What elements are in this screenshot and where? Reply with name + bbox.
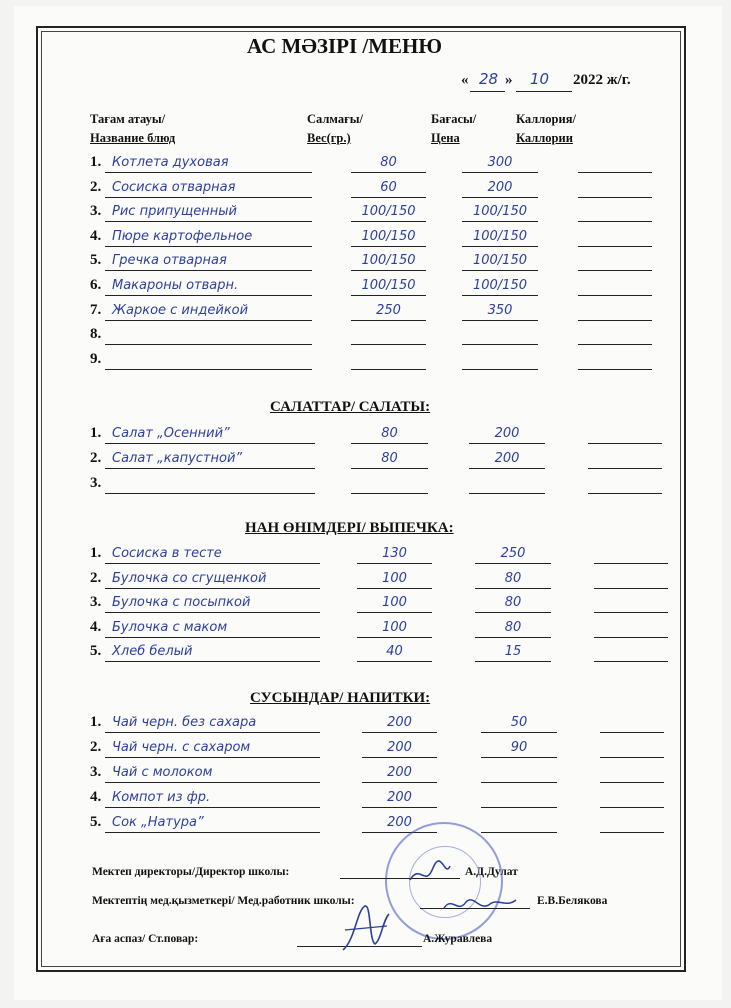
item-weight: 100/150 <box>361 204 416 220</box>
weight-line <box>362 757 437 758</box>
weight-line <box>357 563 432 564</box>
name-line <box>105 344 312 345</box>
item-number: 3. <box>90 764 102 780</box>
item-weight: 100 <box>382 619 407 635</box>
price-line <box>481 782 557 783</box>
header-name-kz: Тағам атауы/ <box>90 112 166 126</box>
header-weight-ru: Вес(гр.) <box>307 131 351 145</box>
section-drinks: СУСЫНДАР/ НАПИТКИ: <box>250 690 431 706</box>
price-line <box>475 637 551 638</box>
name-line <box>105 197 312 198</box>
item-number: 2. <box>90 739 102 755</box>
date-year: 2022 ж/г. <box>573 72 631 88</box>
item-weight: 80 <box>380 155 397 170</box>
price-line <box>462 344 538 345</box>
price-line <box>469 493 545 494</box>
item-price: 80 <box>504 595 522 610</box>
item-weight: 80 <box>381 426 398 441</box>
item-price: 50 <box>510 715 528 730</box>
calories-line <box>578 172 652 173</box>
item-number: 8. <box>90 326 102 343</box>
name-line <box>105 295 312 296</box>
weight-line <box>362 732 437 733</box>
item-price: 250 <box>500 546 526 561</box>
medic-label: Мектептің мед.қызметкері/ Мед.работник школы: <box>92 895 355 907</box>
weight-line <box>351 369 426 370</box>
name-line <box>105 270 312 271</box>
weight-line <box>351 197 426 198</box>
item-number: 4. <box>90 618 102 635</box>
date-close-quote: » <box>505 72 513 88</box>
header-calories-ru: Каллории <box>516 131 573 145</box>
price-line <box>475 563 551 564</box>
item-weight: 200 <box>387 815 412 830</box>
item-weight: 200 <box>387 790 412 805</box>
item-number: 1. <box>90 154 102 170</box>
item-weight: 100 <box>382 595 407 610</box>
date-month: 10 <box>530 70 550 88</box>
section-salads: САЛАТТАР/ САЛАТЫ: <box>270 399 431 415</box>
weight-line <box>351 270 426 271</box>
header-name <box>90 110 175 148</box>
calories-line <box>588 443 662 444</box>
calories-line <box>600 807 664 808</box>
item-weight: 200 <box>387 765 412 780</box>
item-price: 200 <box>494 451 520 466</box>
price-line <box>469 443 545 444</box>
price-line <box>469 468 545 469</box>
weight-line <box>357 612 432 613</box>
date-day-line <box>470 91 505 92</box>
item-weight: 100/150 <box>361 228 416 244</box>
item-weight: 130 <box>382 546 407 561</box>
item-number: 5. <box>90 643 102 659</box>
calories-line <box>578 270 652 271</box>
name-line <box>105 246 312 247</box>
weight-line <box>362 807 437 808</box>
item-number: 6. <box>90 277 102 293</box>
calories-line <box>588 468 662 469</box>
date-open-quote: « <box>461 72 469 88</box>
item-price: 100/150 <box>472 204 527 220</box>
calories-line <box>594 661 668 662</box>
date-day: 28 <box>479 70 499 88</box>
section-bakery: НАН ӨНІМДЕРІ/ ВЫПЕЧКА: <box>245 520 454 536</box>
header-price-ru: Цена <box>431 131 460 145</box>
date-month-line <box>516 91 572 92</box>
calories-line <box>600 732 664 733</box>
item-price: 80 <box>504 570 522 586</box>
price-line <box>481 832 557 833</box>
item-weight: 40 <box>386 644 403 659</box>
price-line <box>462 270 538 271</box>
weight-line <box>357 661 432 662</box>
item-weight: 200 <box>387 715 412 730</box>
price-line <box>481 732 557 733</box>
name-line <box>105 221 312 222</box>
item-number: 2. <box>90 178 102 195</box>
calories-line <box>578 246 652 247</box>
item-weight: 100/150 <box>361 278 416 293</box>
calories-line <box>594 612 668 613</box>
calories-line <box>594 563 668 564</box>
name-line <box>105 612 320 613</box>
director-name: А.Д.Дулат <box>465 866 518 878</box>
price-line <box>462 197 538 198</box>
item-weight: 200 <box>387 740 412 755</box>
item-name: Чай черн. с сахаром <box>112 740 251 755</box>
name-line <box>105 588 320 589</box>
item-name: Сосиска в тесте <box>112 546 222 561</box>
weight-line <box>351 468 428 469</box>
item-name: Котлета духовая <box>112 155 229 170</box>
calories-line <box>578 295 652 296</box>
name-line <box>105 732 320 733</box>
name-line <box>105 172 312 173</box>
name-line <box>105 493 315 494</box>
item-name: Жаркое с индейкой <box>112 302 249 318</box>
weight-line <box>351 295 426 296</box>
item-name: Салат „капустной” <box>112 451 243 466</box>
name-line <box>105 320 312 321</box>
item-number: 5. <box>90 814 102 830</box>
item-name: Хлеб белый <box>112 644 193 659</box>
item-number: 3. <box>90 475 102 491</box>
item-name: Сосиска отварная <box>112 179 236 195</box>
name-line <box>105 443 315 444</box>
cook-signature <box>335 900 395 960</box>
item-name: Салат „Осенний” <box>112 426 230 441</box>
item-number: 4. <box>90 227 102 244</box>
item-price: 100/150 <box>472 228 527 244</box>
item-number: 1. <box>90 714 102 730</box>
page-title: АС МӘЗІРІ /МЕНЮ <box>247 34 443 58</box>
header-price <box>431 110 476 148</box>
price-line <box>462 295 538 296</box>
price-line <box>462 172 538 173</box>
item-name: Булочка с маком <box>112 619 228 635</box>
item-weight: 60 <box>380 179 397 195</box>
item-number: 2. <box>90 450 102 466</box>
price-line <box>481 807 557 808</box>
price-line <box>475 612 551 613</box>
item-number: 7. <box>90 301 102 318</box>
item-number: 2. <box>90 569 102 586</box>
price-line <box>462 369 538 370</box>
item-number: 1. <box>90 425 102 441</box>
weight-line <box>351 172 426 173</box>
weight-line <box>351 320 426 321</box>
name-line <box>105 661 320 662</box>
weight-line <box>351 221 426 222</box>
price-line <box>462 320 538 321</box>
item-name: Пюре картофельное <box>112 228 253 244</box>
cook-name: А.Журавлева <box>423 933 493 945</box>
item-name: Сок „Натура” <box>112 815 204 830</box>
item-number: 5. <box>90 252 102 269</box>
name-line <box>105 369 312 370</box>
calories-line <box>578 369 652 370</box>
weight-line <box>362 782 437 783</box>
calories-line <box>594 637 668 638</box>
item-number: 3. <box>90 203 102 220</box>
header-name-ru: Название блюд <box>90 131 176 145</box>
price-line <box>462 246 538 247</box>
name-line <box>105 832 320 833</box>
name-line <box>105 468 315 469</box>
item-price: 100/150 <box>472 253 527 269</box>
weight-line <box>351 493 428 494</box>
price-line <box>481 757 557 758</box>
item-price: 80 <box>504 619 522 635</box>
item-price: 100/150 <box>472 278 527 293</box>
item-number: 1. <box>90 545 102 561</box>
weight-line <box>351 443 428 444</box>
item-name: Булочка со сгущенкой <box>112 570 267 586</box>
header-price-kz: Бағасы/ <box>431 112 477 126</box>
name-line <box>105 757 320 758</box>
weight-line <box>351 344 426 345</box>
calories-line <box>600 832 664 833</box>
item-price: 350 <box>487 302 513 318</box>
name-line <box>105 782 320 783</box>
medic-signature <box>440 890 520 918</box>
item-weight: 250 <box>376 302 401 318</box>
price-line <box>462 221 538 222</box>
medic-name: Е.В.Белякова <box>537 895 608 907</box>
item-name: Рис припущенный <box>112 204 237 220</box>
calories-line <box>588 493 662 494</box>
item-weight: 100 <box>382 570 407 586</box>
calories-line <box>578 344 652 345</box>
cook-label: Аға аспаз/ Ст.повар: <box>92 933 199 945</box>
header-weight <box>307 110 363 148</box>
item-price: 15 <box>504 644 522 659</box>
calories-line <box>600 782 664 783</box>
name-line <box>105 563 320 564</box>
item-name: Гречка отварная <box>112 253 227 269</box>
item-number: 4. <box>90 789 102 805</box>
item-number: 9. <box>90 350 102 367</box>
item-weight: 80 <box>381 451 398 466</box>
name-line <box>105 637 320 638</box>
item-number: 3. <box>90 594 102 610</box>
item-name: Компот из фр. <box>112 790 211 805</box>
item-name: Чай с молоком <box>112 765 213 780</box>
name-line <box>105 807 320 808</box>
weight-line <box>351 246 426 247</box>
item-weight: 100/150 <box>361 253 416 269</box>
director-label: Мектеп директоры/Директор школы: <box>92 866 290 878</box>
director-signature <box>405 858 455 888</box>
weight-line <box>357 588 432 589</box>
weight-line <box>357 637 432 638</box>
calories-line <box>594 588 668 589</box>
calories-line <box>600 757 664 758</box>
item-name: Макароны отварн. <box>112 278 239 293</box>
header-weight-kz: Салмағы/ <box>307 112 363 126</box>
calories-line <box>578 221 652 222</box>
price-line <box>475 661 551 662</box>
item-price: 300 <box>487 155 513 170</box>
header-calories-kz: Каллория/ <box>516 112 576 126</box>
item-price: 200 <box>487 179 513 195</box>
item-price: 90 <box>510 740 528 755</box>
header-calories <box>516 110 576 148</box>
price-line <box>475 588 551 589</box>
item-price: 200 <box>494 426 520 441</box>
item-name: Булочка с посыпкой <box>112 595 251 610</box>
item-name: Чай черн. без сахара <box>112 715 257 730</box>
calories-line <box>578 197 652 198</box>
calories-line <box>578 320 652 321</box>
